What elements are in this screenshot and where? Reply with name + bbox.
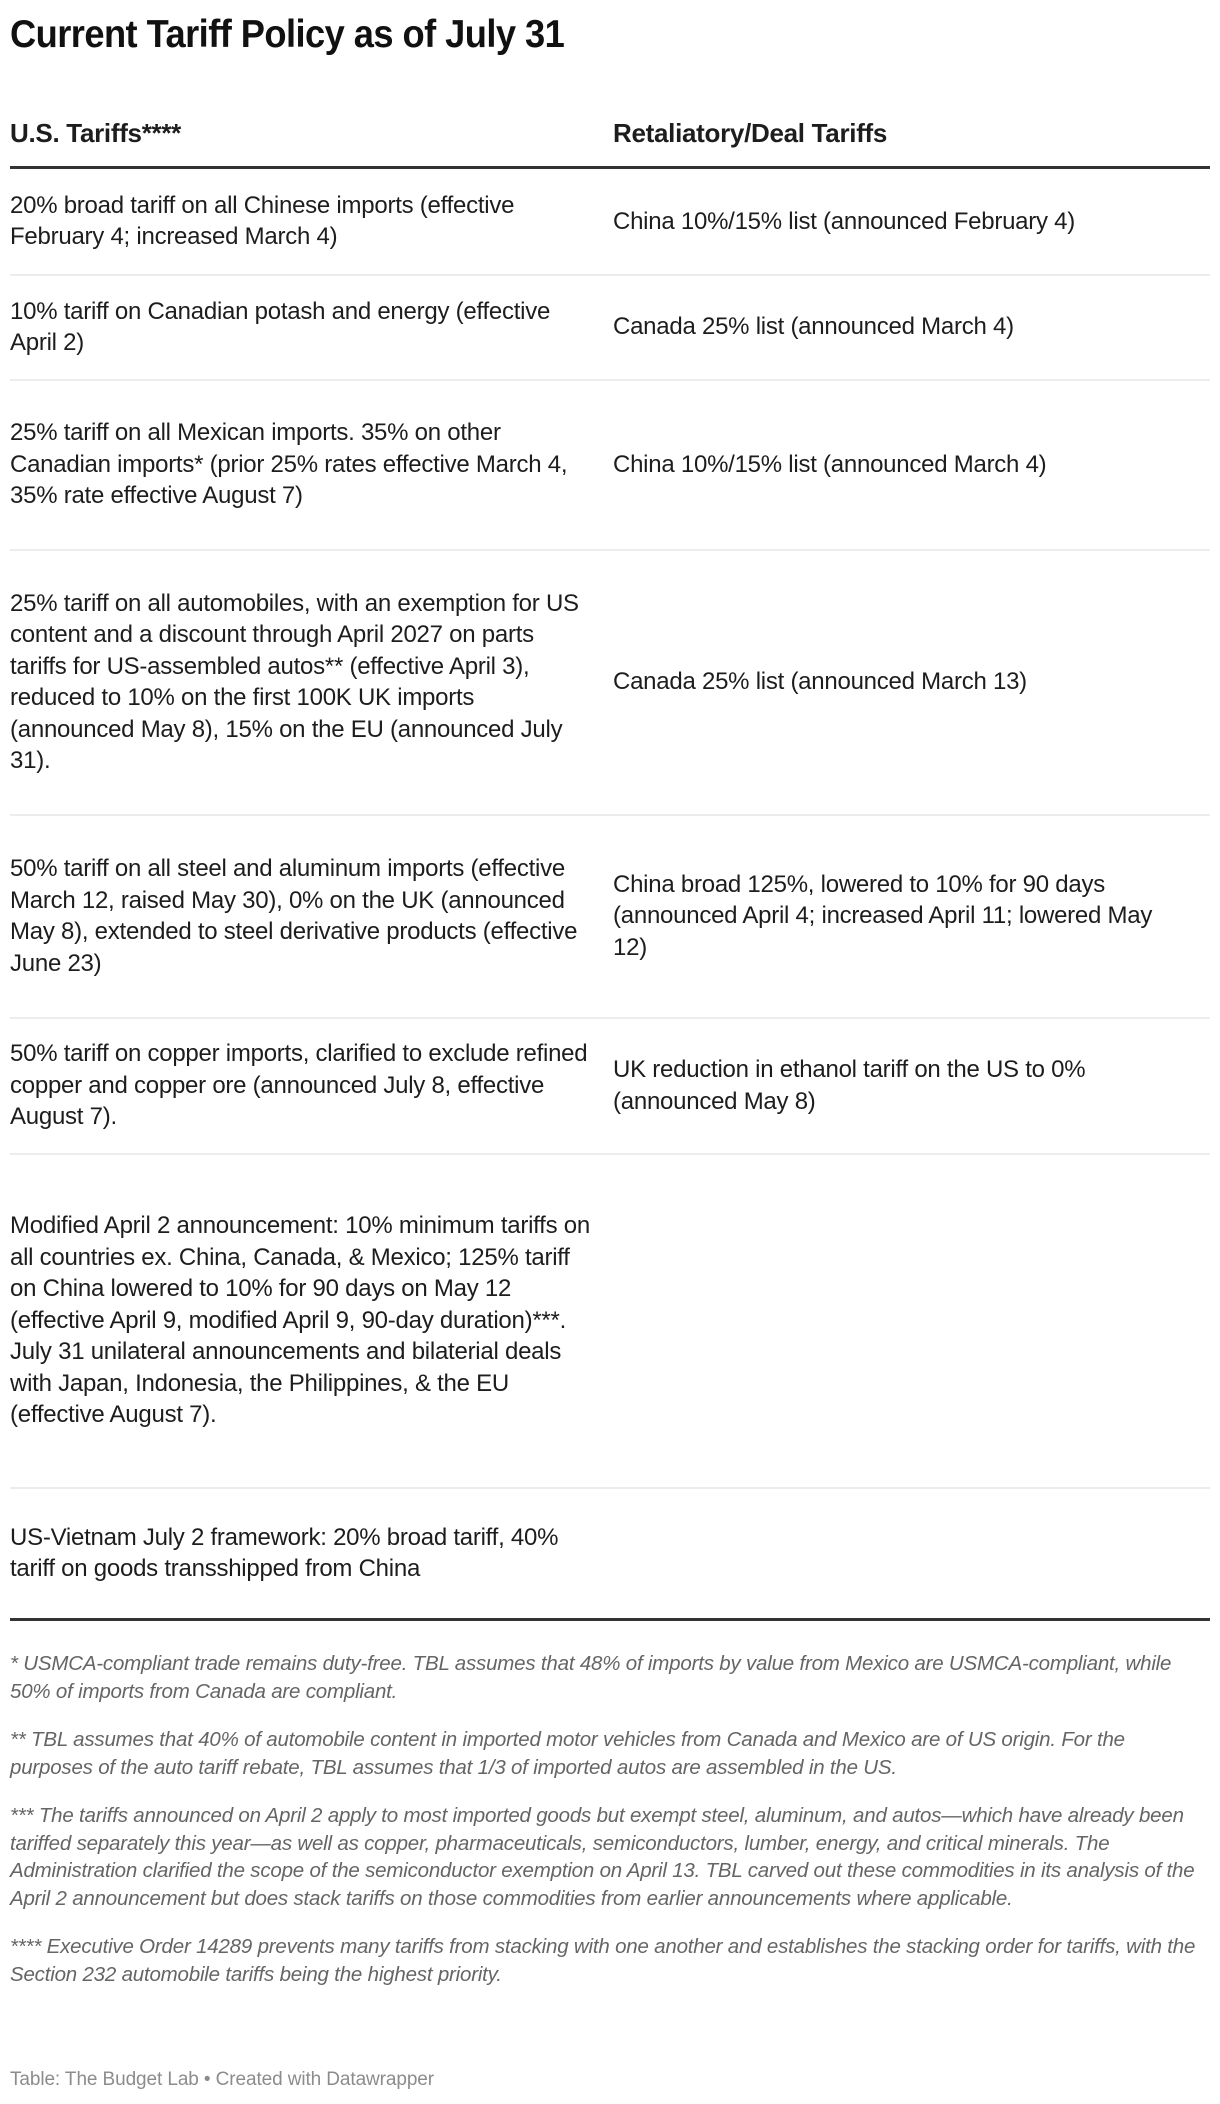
retaliatory-tariff-cell (613, 380, 1210, 550)
source-credit: Table: The Budget Lab • Created with Datawrapper (10, 2069, 434, 2090)
us-tariff-cell (10, 1154, 613, 1488)
table-row (10, 275, 1210, 380)
retaliatory-tariff-text: China broad 125%, lowered to 10% for 90 days (announced April 4; increased April 11; lowered May 12) (613, 870, 1153, 961)
table-row (10, 815, 1210, 1018)
footnote-stacking-order: **** Executive Order 14289 prevents many tariffs from stacking with one another and establishes the stacking order for tariffs, with the Section 232 automobile tariffs being the highest priority. (10, 1935, 1196, 1986)
us-tariff-cell (10, 1018, 613, 1154)
us-tariff-cell (10, 168, 613, 275)
us-tariff-text: 50% tariff on copper imports, clarified to exclude refined copper and copper ore (announced July 8, effective August 7). (10, 1040, 588, 1131)
footnote-usmca: * USMCA-compliant trade remains duty-free. TBL assumes that 48% of imports by value from Mexico are USMCA-compliant, while 50% of imports from Canada are compliant. (10, 1652, 1172, 1703)
retaliatory-tariff-cell (613, 550, 1210, 815)
retaliatory-tariff-text: UK reduction in ethanol tariff on the US to 0% (announced May 8) (613, 1056, 1086, 1115)
retaliatory-tariff-cell (613, 815, 1210, 1018)
table-row (10, 1488, 1210, 1620)
table-row (10, 550, 1210, 815)
us-tariff-text: 20% broad tariff on all Chinese imports (effective February 4; increased March 4) (10, 191, 515, 251)
tariff-table (10, 100, 1210, 1621)
us-tariff-text: 25% tariff on all Mexican imports. 35% on other Canadian imports* (prior 25% rates effective March 4, 35% rate effective August 7) (10, 419, 568, 510)
us-tariff-text: 25% tariff on all automobiles, with an exemption for US content and a discount through April 2027 on parts tariffs for US-assembled autos** (effective April 3), reduced to 10% on the first 100K UK imports (announced May 8), 15% on the EU (announced July 31). (10, 589, 579, 774)
us-tariff-cell (10, 380, 613, 550)
table-header-row (10, 100, 1210, 168)
us-tariff-cell (10, 815, 613, 1018)
retaliatory-tariff-text: China 10%/15% list (announced March 4) (613, 450, 1047, 478)
us-tariff-cell (10, 275, 613, 380)
page-title: Current Tariff Policy as of July 31 (10, 13, 565, 56)
us-tariff-text: US-Vietnam July 2 framework: 20% broad tariff, 40% tariff on goods transshipped from China (10, 1523, 559, 1583)
retaliatory-tariff-cell (613, 1488, 1210, 1620)
table-row (10, 380, 1210, 550)
retaliatory-tariff-cell (613, 275, 1210, 380)
column-header-us-tariffs: U.S. Tariffs**** (10, 100, 613, 168)
us-tariff-text: Modified April 2 announcement: 10% minimum tariffs on all countries ex. China, Canada, & Mexico; 125% tariff on China lowered to 10% for 90 days on May 12 (effective April 9, modified April 9, 90-day duration)***. July 31 unilateral announcements and bilaterial deals with Japan, Indonesia, the Philippines, & the EU (effective August 7). (10, 1212, 590, 1429)
retaliatory-tariff-cell (613, 168, 1210, 275)
footnote-auto-content: ** TBL assumes that 40% of automobile content in imported motor vehicles from Canada and Mexico are of US origin. For the purposes of the auto tariff rebate, TBL assumes that 1/3 of imported autos are assembled in the US. (10, 1728, 1125, 1779)
retaliatory-tariff-text: Canada 25% list (announced March 4) (613, 313, 1014, 341)
table-row (10, 168, 1210, 275)
column-header-retaliatory-tariffs: Retaliatory/Deal Tariffs (613, 100, 1210, 168)
retaliatory-tariff-text: Canada 25% list (announced March 13) (613, 668, 1027, 696)
retaliatory-tariff-cell (613, 1154, 1210, 1488)
table-row (10, 1018, 1210, 1154)
us-tariff-cell (10, 1488, 613, 1620)
retaliatory-tariff-text: China 10%/15% list (announced February 4) (613, 207, 1076, 235)
table-row (10, 1154, 1210, 1488)
us-tariff-cell (10, 550, 613, 815)
footnotes (10, 1650, 1210, 1998)
datawrapper-table-figure (10, 0, 1210, 2090)
us-tariff-text: 10% tariff on Canadian potash and energy (effective April 2) (10, 297, 551, 356)
us-tariff-text: 50% tariff on all steel and aluminum imports (effective March 12, raised May 30), 0% on the UK (announced May 8), extended to steel derivative products (effective June 23) (10, 855, 578, 977)
retaliatory-tariff-cell (613, 1018, 1210, 1154)
footnote-april-2-exemptions: *** The tariffs announced on April 2 apply to most imported goods but exempt steel, aluminum, and autos—which have already been tariffed separately this year—as well as copper, pharmaceuticals, semiconductors, lumber, energy, and critical minerals. The Administration clarified the scope of the semiconductor exemption on April 13. TBL carved out these commodities in its analysis of the April 2 announcement but does stack tariffs on those commodities from earlier announcements where applicable. (10, 1804, 1195, 1910)
